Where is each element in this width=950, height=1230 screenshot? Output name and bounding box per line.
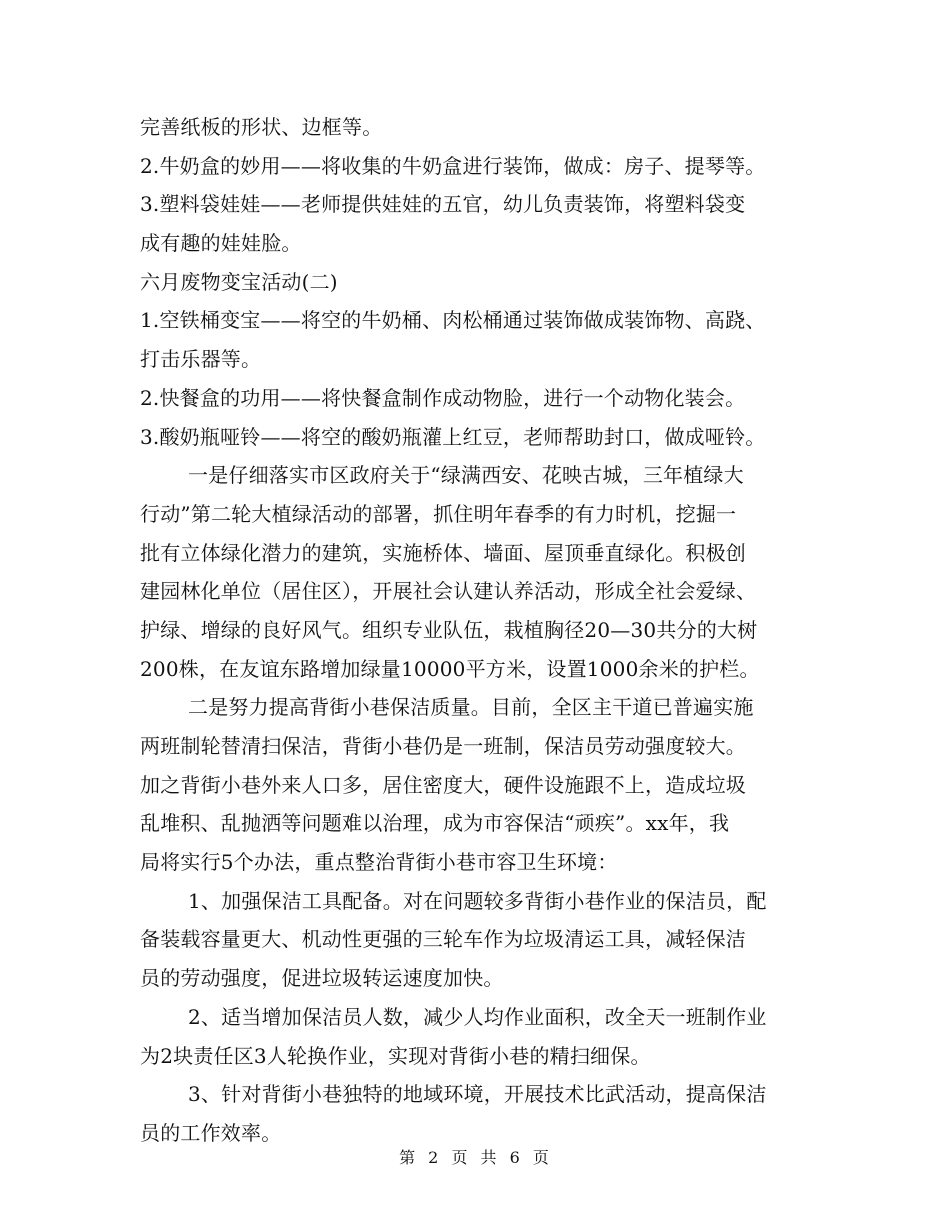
list-item: 2.牛奶盒的妙用——将收集的牛奶盒进行装饰，做成：房子、提琴等。 <box>140 153 766 178</box>
text-line: 员的工作效率。 <box>140 1120 282 1145</box>
text-line: 完善纸板的形状、边框等。 <box>140 115 383 139</box>
text-line: 建园林化单位（居住区），开展社会认建认养活动，形成全社会爱绿、 <box>140 579 757 604</box>
text-line: 局将实行5个办法，重点整治背街小巷市容卫生环境： <box>140 850 618 875</box>
paragraph-start: 3、针对背街小巷独特的地域环境，开展技术比武活动，提高保洁 <box>188 1082 767 1107</box>
body-text <box>140 108 812 1153</box>
paragraph-start: 2、适当增加保洁员人数，减少人均作业面积，改全天一班制作业 <box>188 1004 767 1029</box>
paragraph-start: 一是仔细落实市区政府关于“绿满西安、花映古城，三年植绿大 <box>188 463 744 488</box>
section-heading: 六月废物变宝活动(二) <box>140 269 338 294</box>
text-line: 备装载容量更大、机动性更强的三轮车作为垃圾清运工具，减轻保洁 <box>140 927 746 952</box>
paragraph-start: 二是努力提高背街小巷保洁质量。目前，全区主干道已普遍实施 <box>188 695 754 720</box>
text-line: 行动”第二轮大植绿活动的部署，抓住明年春季的有力时机，挖掘一 <box>140 501 737 526</box>
text-line: 打击乐器等。 <box>140 347 262 372</box>
text-line: 成有趣的娃娃脸。 <box>140 231 302 256</box>
paragraph-start: 1、加强保洁工具配备。对在问题较多背街小巷作业的保洁员，配 <box>188 888 767 913</box>
list-item: 3.塑料袋娃娃——老师提供娃娃的五官，幼儿负责装饰，将塑料袋变 <box>140 192 746 217</box>
text-line: 为2块责任区3人轮换作业，实现对背街小巷的精扫细保。 <box>140 1043 651 1068</box>
page-footer: 第 2 页 共 6 页 <box>399 1148 551 1167</box>
text-line: 两班制轮替清扫保洁，背街小巷仍是一班制，保洁员劳动强度较大。 <box>140 734 746 758</box>
text-line: 加之背街小巷外来人口多，居住密度大，硬件设施跟不上，造成垃圾 <box>140 772 746 797</box>
list-item: 1.空铁桶变宝——将空的牛奶桶、肉松桶通过装饰做成装饰物、高跷、 <box>140 308 766 333</box>
text-line: 批有立体绿化潜力的建筑，实施桥体、墙面、屋顶垂直绿化。积极创 <box>140 540 746 565</box>
text-line: 乱堆积、乱抛洒等问题难以治理，成为市容保洁“顽疾”。xx年，我 <box>140 811 730 836</box>
list-item: 3.酸奶瓶哑铃——将空的酸奶瓶灌上红豆，老师帮助封口，做成哑铃。 <box>140 424 766 449</box>
text-line: 200株，在友谊东路增加绿量10000平方米，设置1000余米的护栏。 <box>140 656 760 681</box>
text-line: 护绿、增绿的良好风气。组织专业队伍，栽植胸径20—30共分的大树 <box>140 617 758 642</box>
text-line: 员的劳动强度，促进垃圾转运速度加快。 <box>140 966 504 991</box>
list-item: 2.快餐盒的功用——将快餐盒制作成动物脸，进行一个动物化装会。 <box>140 385 746 410</box>
